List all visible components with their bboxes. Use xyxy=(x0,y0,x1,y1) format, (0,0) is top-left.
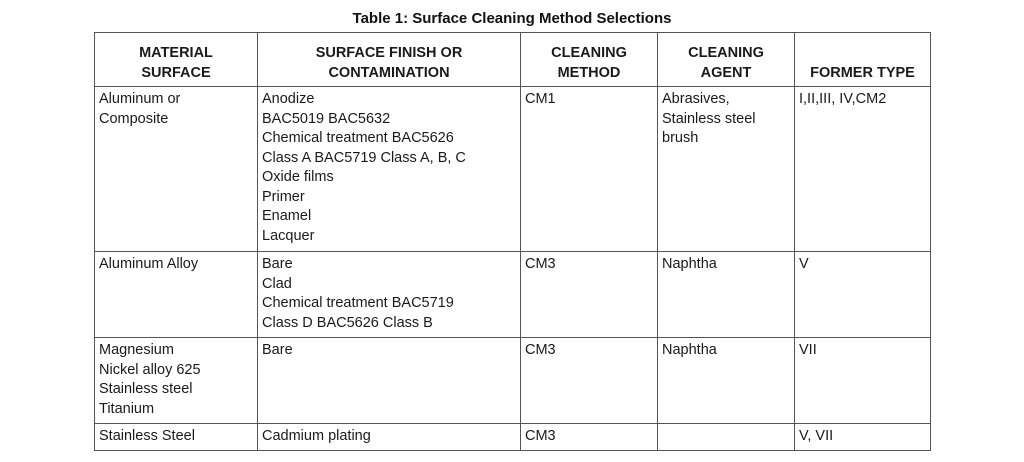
cell-material xyxy=(95,338,258,424)
cell-text: Class D BAC5626 Class B xyxy=(262,314,433,331)
cell-text: Stainless steel xyxy=(662,110,756,127)
header-row xyxy=(95,33,931,87)
cell-text: Chemical treatment BAC5626 xyxy=(262,130,454,146)
header-text: CLEANING xyxy=(688,45,764,61)
table-row xyxy=(95,87,931,252)
cell-text: Nickel alloy 625 xyxy=(99,361,201,378)
cell-text: CM1 xyxy=(525,91,556,107)
cleaning-method-table xyxy=(94,32,931,451)
cell-text: brush xyxy=(662,130,699,146)
cell-text: Class A BAC5719 Class A, B, C xyxy=(262,149,466,166)
cell-text: I,II,III, IV,CM2 xyxy=(799,91,887,107)
table-row xyxy=(95,252,931,338)
header-text: FORMER TYPE xyxy=(810,64,915,81)
cell-text: Lacquer xyxy=(262,227,315,244)
header-text: AGENT xyxy=(700,64,752,81)
cell-finish xyxy=(258,338,521,424)
header-text: CONTAMINATION xyxy=(328,64,450,81)
cell-material xyxy=(95,424,258,451)
cell-text: Magnesium xyxy=(99,342,174,358)
cell-text: Clad xyxy=(262,275,292,292)
header-cleaning-method xyxy=(521,33,658,87)
cell-text: Chemical treatment BAC5719 xyxy=(262,295,454,311)
cell-text: Composite xyxy=(99,110,169,127)
cell-finish xyxy=(258,252,521,338)
cell-text: Enamel xyxy=(262,208,312,224)
cell-finish xyxy=(258,87,521,252)
cell-material xyxy=(95,87,258,252)
cell-method xyxy=(521,252,658,338)
cell-text: Bare xyxy=(262,342,293,358)
header-surface-finish xyxy=(258,33,521,87)
table-row xyxy=(95,338,931,424)
header-text: METHOD xyxy=(557,64,621,81)
header-cleaning-agent xyxy=(658,33,795,87)
cell-former-type xyxy=(795,87,931,252)
header-text: MATERIAL xyxy=(139,45,213,61)
cell-text: Titanium xyxy=(99,400,155,417)
cell-text: CM3 xyxy=(525,342,556,358)
cell-text: CM3 xyxy=(525,428,556,444)
cell-finish xyxy=(258,424,521,451)
header-text: SURFACE FINISH OR xyxy=(315,45,463,61)
cell-text: Cadmium plating xyxy=(262,428,371,444)
cell-former-type xyxy=(795,338,931,424)
header-former-type xyxy=(795,33,931,87)
header-text: SURFACE xyxy=(141,64,211,81)
cell-agent xyxy=(658,87,795,252)
cell-text: Stainless Steel xyxy=(99,428,195,444)
cell-method xyxy=(521,424,658,451)
cell-text: V, VII xyxy=(799,428,834,444)
cell-agent xyxy=(658,424,795,451)
cell-text: Naphtha xyxy=(662,342,717,358)
cell-text: BAC5019 BAC5632 xyxy=(262,110,391,127)
header-material-surface xyxy=(95,33,258,87)
cell-text: Primer xyxy=(262,188,305,205)
cell-former-type xyxy=(795,252,931,338)
cell-text: CM3 xyxy=(525,256,556,272)
header-text: CLEANING xyxy=(551,45,627,61)
cell-text: VII xyxy=(799,342,817,358)
cell-text: V xyxy=(799,256,809,272)
cell-text: Stainless steel xyxy=(99,381,193,397)
cell-text: Oxide films xyxy=(262,169,334,185)
cell-former-type xyxy=(795,424,931,451)
cell-text: Bare xyxy=(262,256,293,272)
cell-material xyxy=(95,252,258,338)
table-caption: Table 1: Surface Cleaning Method Selections xyxy=(352,10,672,27)
cell-text: Aluminum or xyxy=(99,91,181,107)
cell-text: Aluminum Alloy xyxy=(99,256,199,272)
cell-agent xyxy=(658,338,795,424)
cell-method xyxy=(521,87,658,252)
table-row xyxy=(95,424,931,451)
cell-text: Naphtha xyxy=(662,256,717,272)
cell-text: Anodize xyxy=(262,91,315,107)
cell-agent xyxy=(658,252,795,338)
cell-text: Abrasives, xyxy=(662,91,730,107)
cell-method xyxy=(521,338,658,424)
